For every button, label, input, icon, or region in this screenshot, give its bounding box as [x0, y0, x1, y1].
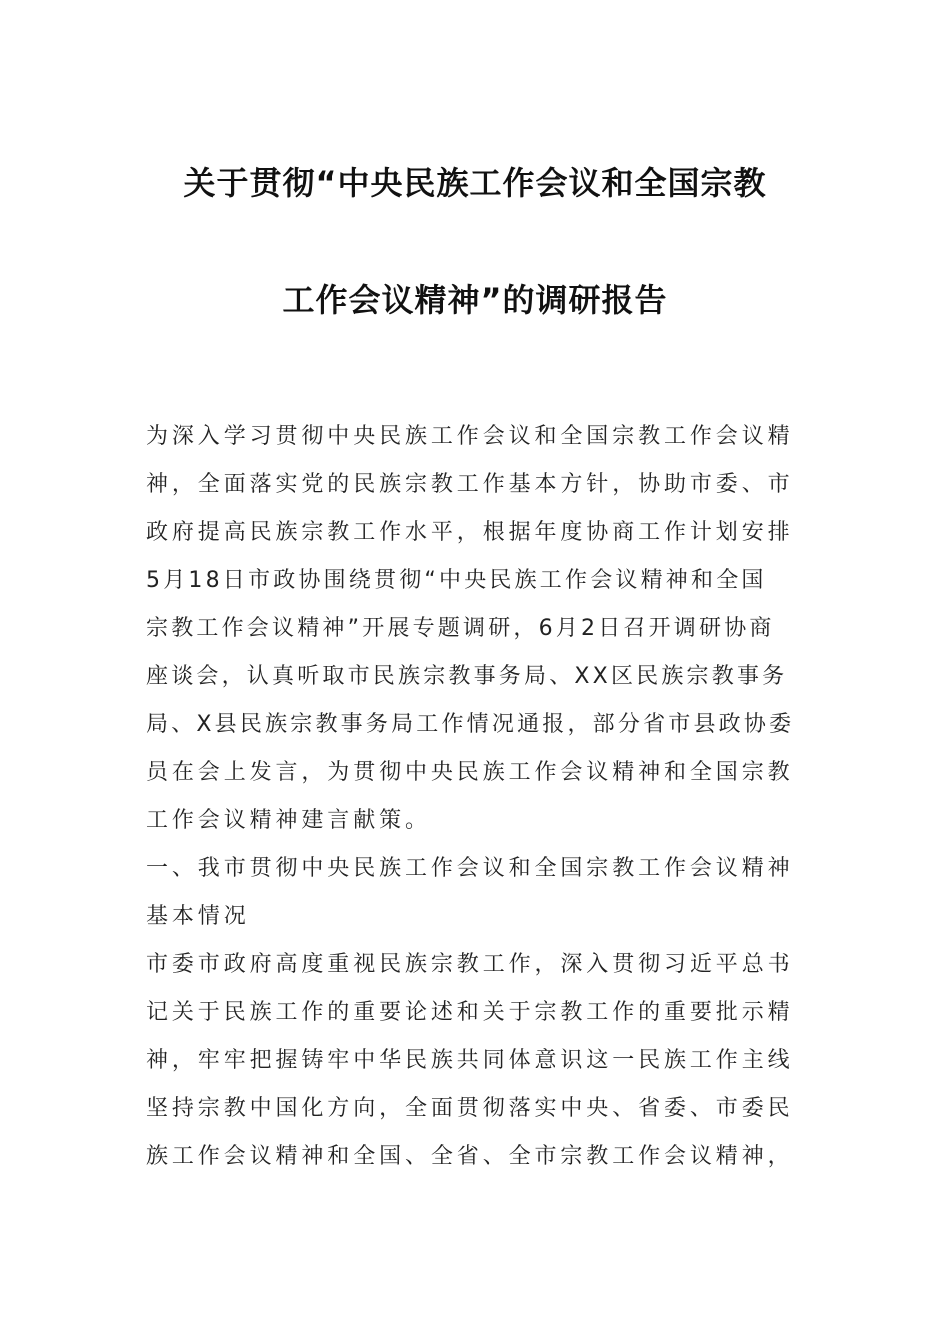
- text-line: 5月18日市政协围绕贯彻“中央民族工作会议精神和全国: [146, 568, 767, 593]
- section-1-paragraph: [146, 941, 814, 1181]
- text-line: 坚持宗教中国化方向，全面贯彻落实中央、省委、市委民: [146, 1096, 794, 1121]
- section-heading-1: [146, 845, 814, 941]
- text-line: 为深入学习贯彻中央民族工作会议和全国宗教工作会议精: [146, 424, 794, 449]
- text-line: 宗教工作会议精神”开展专题调研，6月2日召开调研协商: [146, 616, 775, 641]
- document-title-line-1: 关于贯彻“中央民族工作会议和全国宗教: [183, 164, 767, 202]
- text-line: 族工作会议精神和全国、全省、全市宗教工作会议精神，: [146, 1144, 794, 1169]
- text-line: 局、X县民族宗教事务局工作情况通报，部分省市县政协委: [146, 712, 795, 737]
- intro-paragraph: [146, 413, 814, 845]
- document-body: [146, 413, 814, 1181]
- text-line: 座谈会，认真听取市民族宗教事务局、XX区民族宗教事务: [146, 664, 788, 689]
- heading-line: 一、我市贯彻中央民族工作会议和全国宗教工作会议精神: [146, 856, 794, 881]
- text-line: 政府提高民族宗教工作水平，根据年度协商工作计划安排: [146, 520, 794, 545]
- heading-line: 基本情况: [146, 904, 250, 929]
- text-line: 神，牢牢把握铸牢中华民族共同体意识这一民族工作主线: [146, 1048, 794, 1073]
- text-line: 神，全面落实党的民族宗教工作基本方针，协助市委、市: [146, 472, 794, 497]
- document-title-line-2: 工作会议精神”的调研报告: [282, 281, 668, 319]
- text-line: 员在会上发言，为贯彻中央民族工作会议精神和全国宗教: [146, 760, 794, 785]
- text-line: 市委市政府高度重视民族宗教工作，深入贯彻习近平总书: [146, 952, 794, 977]
- text-line: 记关于民族工作的重要论述和关于宗教工作的重要批示精: [146, 1000, 794, 1025]
- text-line: 工作会议精神建言献策。: [146, 808, 431, 833]
